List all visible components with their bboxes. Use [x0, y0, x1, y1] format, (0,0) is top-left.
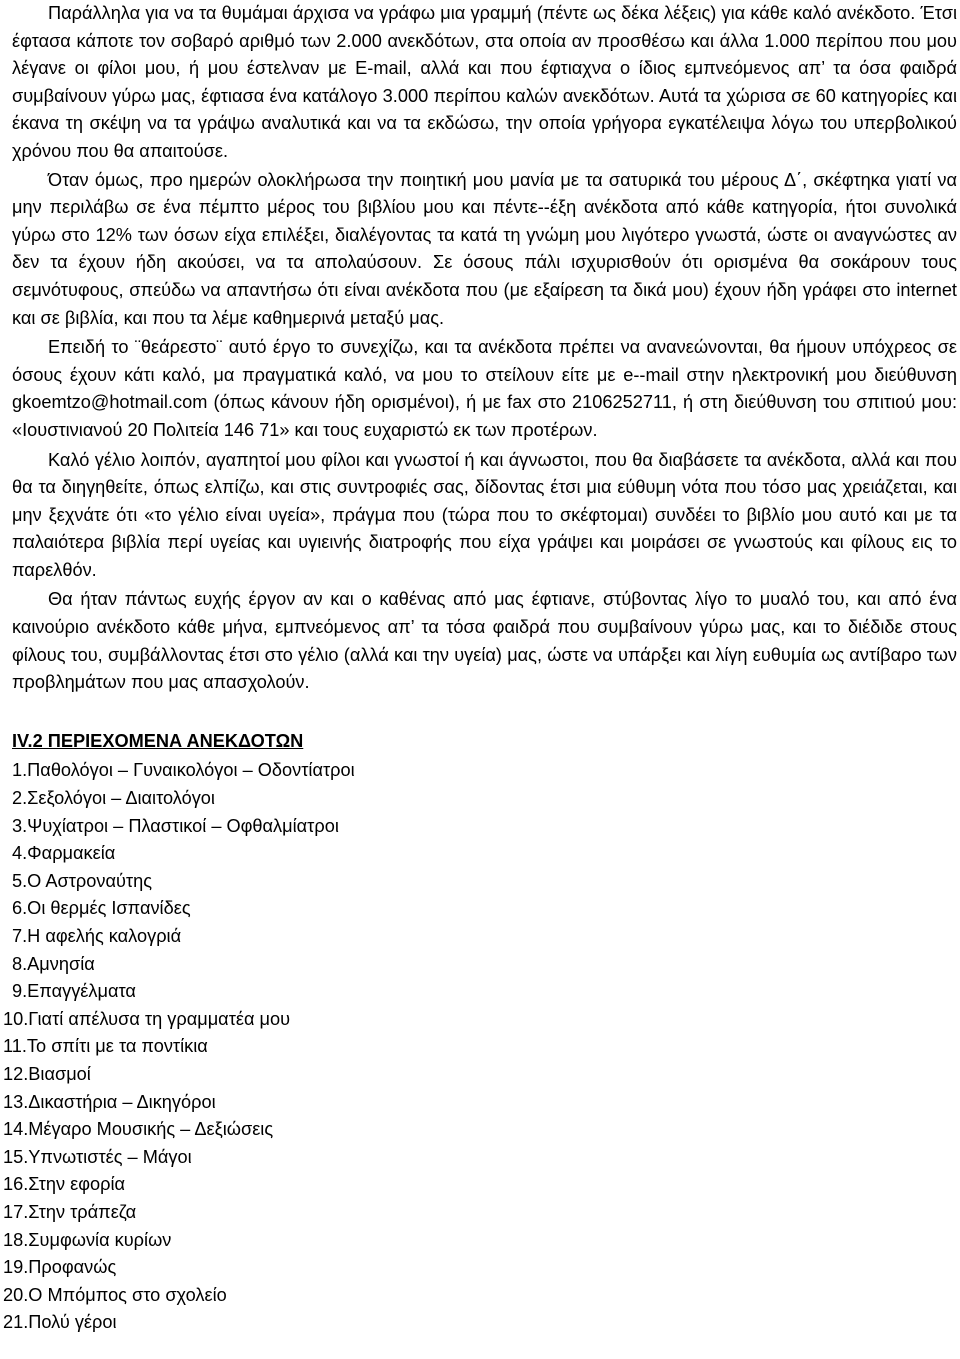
contents-item: 16.Στην εφορία — [3, 1174, 126, 1195]
contents-item: 20.Ο Μπόμπος στο σχολείο — [3, 1284, 227, 1305]
contents-item: 8.Αμνησία — [12, 953, 95, 974]
intro-paragraph-2: Όταν όμως, προ ημερών ολοκλήρωσα την ποιητική μου μανία με τα σατυρικά του μέρους Δ΄, σκέφτηκα γιατί να μην περιλάβω σε ένα πέμπτο μέρος του βιβλίου μου και πέντε--έξη ανέκδοτα από κάθε κατηγορία, ήτοι συνολικά γύρω στο 12% των όσων είχα επιλέξει, διαλέγοντας τα κατά τη γνώμη μου λιγότερο γνωστά, ώστε οι αναγνώστες αν δεν τα έχουν ήδη ακούσει, να τα απολαύσουν. Σε όσους πάλι ισχυρισθούν ότι ορισμένα θα σοκάρουν τους σεμνότυφους, σπεύδω να απαντήσω ότι είναι ανέκδοτα που (με εξαίρεση τα δικά μου) έχουν ήδη γράφει στο internet και σε βιβλία, και που τα λέμε καθημερινά μεταξύ μας. — [12, 169, 957, 328]
intro-paragraph-3: Επειδή το ¨θεάρεστο¨ αυτό έργο το συνεχίζω, και τα ανέκδοτα πρέπει να ανανεώνονται, θα ήμουν υπόχρεος σε όσους έχουν κάτι καλό, μα πραγματικά καλό, να μου το στείλουν είτε με e--mail στην ηλεκτρονική μου διεύθυνση gkoemtzo@hotmail.com (όπως κάνουν ήδη ορισμένοι), ή με fax στο 2106252711, ή στη διεύθυνση του σπιτιού μου: «Ιουστινιανού 20 Πολιτεία 146 71» και τους ευχαριστώ εκ των προτέρων. — [12, 337, 957, 440]
intro-paragraph-5: Θα ήταν πάντως ευχής έργον αν και ο καθένας από μας έφτιανε, στύβοντας λίγο το μυαλό του, και από ένα καινούριο ανέκδοτο κάθε μήνα, εμπνεόμενος απ’ τα τόσα φαιδρά που συμβαίνουν γύρω μας, και το διέδιδε στους φίλους του, συμβάλλοντας έτσι στο γέλιο (αλλά και την υγεία) μας, ώστε να υπάρξει και λίγη ευθυμία ως αντίβαρο των προβλημάτων που μας απασχολούν. — [12, 589, 957, 693]
contents-item: 1.Παθολόγοι – Γυναικολόγοι – Οδοντίατροι — [12, 760, 355, 781]
intro-paragraph-1: Παράλληλα για να τα θυμάμαι άρχισα να γράφω μια γραμμή (πέντε ως δέκα λέξεις) για κάθε καλό ανέκδοτο. Έτσι έφτασα κάποτε τον σοβαρό αριθμό των 2.000 ανεκδότων, στα οποία αν προσθέσω και άλλα 1.000 περίπου που μου λέγανε οι φίλοι μου, ή μου έστελναν με E-mail, αλλά και που έφτιαχνα ο ίδιος εμπνεόμενος απ’ τα όσα φαιδρά συμβαίνουν γύρω μας, έφτιασα ένα κατάλογο 3.000 περίπου καλών ανεκδότων. Αυτά τα χώρισα σε 60 κατηγορίες και έκανα τη σκέψη να τα γράψω αναλυτικά και να τα εκδώσω, την οποία γρήγορα εγκατέλειψα λόγω του υπερβολικού χρόνου που θα απαιτούσε. — [12, 3, 957, 161]
contents-item: 10.Γιατί απέλυσα τη γραμματέα μου — [3, 1008, 291, 1029]
contents-item: 11.Το σπίτι με τα ποντίκια — [3, 1036, 208, 1057]
section-heading: IV.2 ΠΕΡΙΕΧΟΜΕΝΑ ΑΝΕΚΔΟΤΩΝ — [12, 730, 304, 751]
contents-item: 13.Δικαστήρια – Δικηγόροι — [3, 1091, 216, 1112]
contents-item: 3.Ψυχίατροι – Πλαστικοί – Οφθαλμίατροι — [12, 815, 339, 836]
contents-item: 14.Μέγαρο Μουσικής – Δεξιώσεις — [3, 1119, 274, 1140]
contents-item: 19.Προφανώς — [3, 1257, 117, 1278]
document-page — [3, 0, 957, 1337]
contents-item: 2.Σεξολόγοι – Διαιτολόγοι — [12, 788, 215, 809]
contents-item: 15.Υπνωτιστές – Μάγοι — [3, 1146, 192, 1167]
contents-item: 18.Συμφωνία κυρίων — [3, 1229, 172, 1250]
contents-item: 6.Οι θερμές Ισπανίδες — [12, 898, 191, 919]
contents-item: 12.Βιασμοί — [3, 1063, 91, 1084]
contents-item: 7.Η αφελής καλογριά — [12, 926, 182, 946]
contents-item: 9.Επαγγέλματα — [12, 981, 136, 1002]
contents-item: 21.Πολύ γέροι — [3, 1312, 117, 1333]
contents-item: 4.Φαρμακεία — [12, 843, 116, 864]
intro-paragraph-4: Καλό γέλιο λοιπόν, αγαπητοί μου φίλοι και γνωστοί ή και άγνωστοι, που θα διαβάσετε τα ανέκδοτα, αλλά και που θα τα διηγηθείτε, όπως ελπίζω, και στις συντροφιές σας, δίδοντας έτσι μια εύθυμη νότα που τόσο μας χρειάζεται, και μην ξεχνάτε ότι «το γέλιο είναι υγεία», πράγμα που (τώρα που το σκέφτομαι) συνδέει το βιβλίο μου αυτό και με τα παλαιότερα βιβλία περί υγείας και υγιεινής διατροφής που είχα γράψει και μοιράσει σε γνωστούς και φίλους εις το παρελθόν. — [12, 449, 957, 580]
contents-item: 5.Ο Αστροναύτης — [12, 870, 152, 891]
contents-item: 17.Στην τράπεζα — [3, 1201, 137, 1222]
contents-list — [3, 757, 957, 1336]
